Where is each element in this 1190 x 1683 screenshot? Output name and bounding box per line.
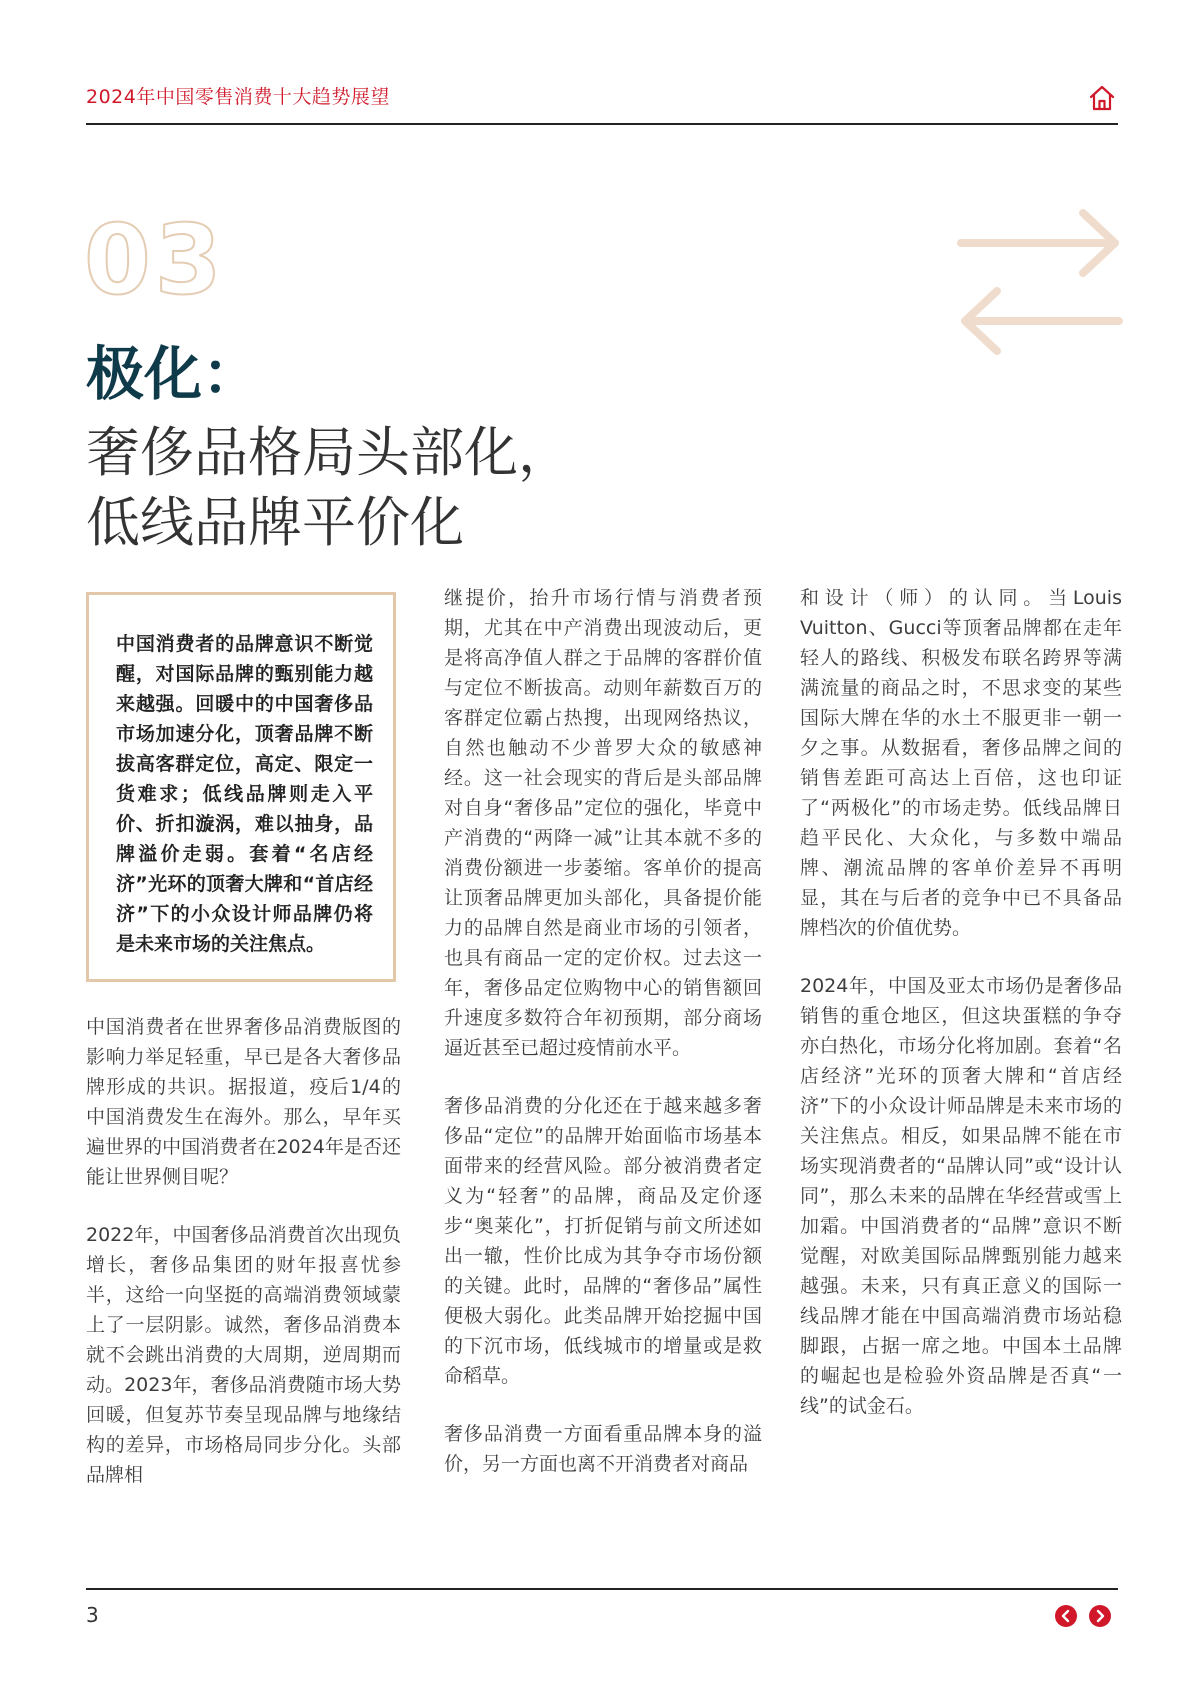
footer-divider	[86, 1588, 1118, 1590]
section-number: 03	[84, 204, 226, 316]
chevron-right-icon	[1089, 1605, 1111, 1627]
chevron-left-icon	[1055, 1605, 1077, 1627]
home-icon[interactable]	[1088, 84, 1116, 112]
section-title: 极化：	[86, 340, 261, 408]
text-column-1	[86, 1012, 401, 1518]
section-subtitle	[86, 418, 572, 558]
previous-page-button[interactable]	[1055, 1605, 1077, 1627]
paragraph: 2022年，中国奢侈品消费首次出现负增长，奢侈品集团的财年报喜忧参半，这给一向坚挺的高端消费领域蒙上了一层阴影。诚然，奢侈品消费本就不会跳出消费的大周期，逆周期而动。2023年，奢侈品消费随市场大势回暖，但复苏节奏呈现品牌与地缘结构的差异，市场格局同步分化。头部品牌相	[86, 1224, 401, 1486]
exchange-arrows-icon	[955, 205, 1125, 360]
paragraph: 中国消费者在世界奢侈品消费版图的影响力举足轻重，早已是各大奢侈品牌形成的共识。据报道，疫后1/4的中国消费发生在海外。那么，早年买遍世界的中国消费者在2024年是否还能让世界侧目呢？	[86, 1016, 401, 1188]
subtitle-line-1: 奢侈品格局头部化，	[86, 421, 572, 484]
paragraph: 2024年，中国及亚太市场仍是奢侈品销售的重仓地区，但这块蛋糕的争夺亦白热化，市场分化将加剧。套着“名店经济”光环的顶奢大牌和“首店经济”下的小众设计师品牌是未来市场的关注焦点。相反，如果品牌不能在市场实现消费者的“品牌认同”或“设计认同”，那么未来的品牌在华经营或雪上加霜。中国消费者的“品牌”意识不断觉醒，对欧美国际品牌甄别能力越来越强。未来，只有真正意义的国际一线品牌才能在中国高端消费市场站稳脚跟，占据一席之地。中国本土品牌的崛起也是检验外资品牌是否真“一线”的试金石。	[800, 975, 1122, 1417]
header-divider	[86, 123, 1118, 125]
summary-text: 中国消费者的品牌意识不断觉醒，对国际品牌的甄别能力越来越强。回暖中的中国奢侈品市场加速分化，顶奢品牌不断拔高客群定位，高定、限定一货难求；低线品牌则走入平价、折扣漩涡，难以抽身，品牌溢价走弱。套着“名店经济”光环的顶奢大牌和“首店经济”下的小众设计师品牌仍将是未来市场的关注焦点。	[116, 633, 373, 955]
paragraph: 奢侈品消费一方面看重品牌本身的溢价，另一方面也离不开消费者对商品	[444, 1423, 762, 1475]
report-title: 2024年中国零售消费十大趋势展望	[86, 86, 390, 108]
page-number: 3	[86, 1603, 99, 1627]
paragraph: 和设计（师）的认同。当Louis Vuitton、Gucci等顶奢品牌都在走年轻人的路线、积极发布联名跨界等满满流量的商品之时，不思求变的某些国际大牌在华的水土不服更非一朝一夕之事。从数据看，奢侈品牌之间的销售差距可高达上百倍，这也印证了“两极化”的市场走势。低线品牌日趋平民化、大众化，与多数中端品牌、潮流品牌的客单价差异不再明显，其在与后者的竞争中已不具备品牌档次的价值优势。	[800, 587, 1122, 939]
next-page-button[interactable]	[1089, 1605, 1111, 1627]
text-column-2	[444, 583, 762, 1507]
paragraph: 继提价，抬升市场行情与消费者预期，尤其在中产消费出现波动后，更是将高净值人群之于品牌的客群价值与定位不断拔高。动则年薪数百万的客群定位霸占热搜，出现网络热议，自然也触动不少普罗大众的敏感神经。这一社会现实的背后是头部品牌对自身“奢侈品”定位的强化，毕竟中产消费的“两降一减”让其本就不多的消费份额进一步萎缩。客单价的提高让顶奢品牌更加头部化，具备提价能力的品牌自然是商业市场的引领者，也具有商品一定的定价权。过去这一年，奢侈品定位购物中心的销售额回升速度多数符合年初预期，部分商场逼近甚至已超过疫情前水平。	[444, 587, 762, 1059]
paragraph: 奢侈品消费的分化还在于越来越多奢侈品“定位”的品牌开始面临市场基本面带来的经营风险。部分被消费者定义为“轻奢”的品牌，商品及定价逐步“奥莱化”，打折促销与前文所述如出一辙，性价比成为其争夺市场份额的关键。此时，品牌的“奢侈品”属性便极大弱化。此类品牌开始挖掘中国的下沉市场，低线城市的增量或是救命稻草。	[444, 1095, 762, 1387]
subtitle-line-2: 低线品牌平价化	[86, 491, 464, 554]
summary-box	[86, 592, 396, 982]
text-column-3	[800, 583, 1122, 1449]
